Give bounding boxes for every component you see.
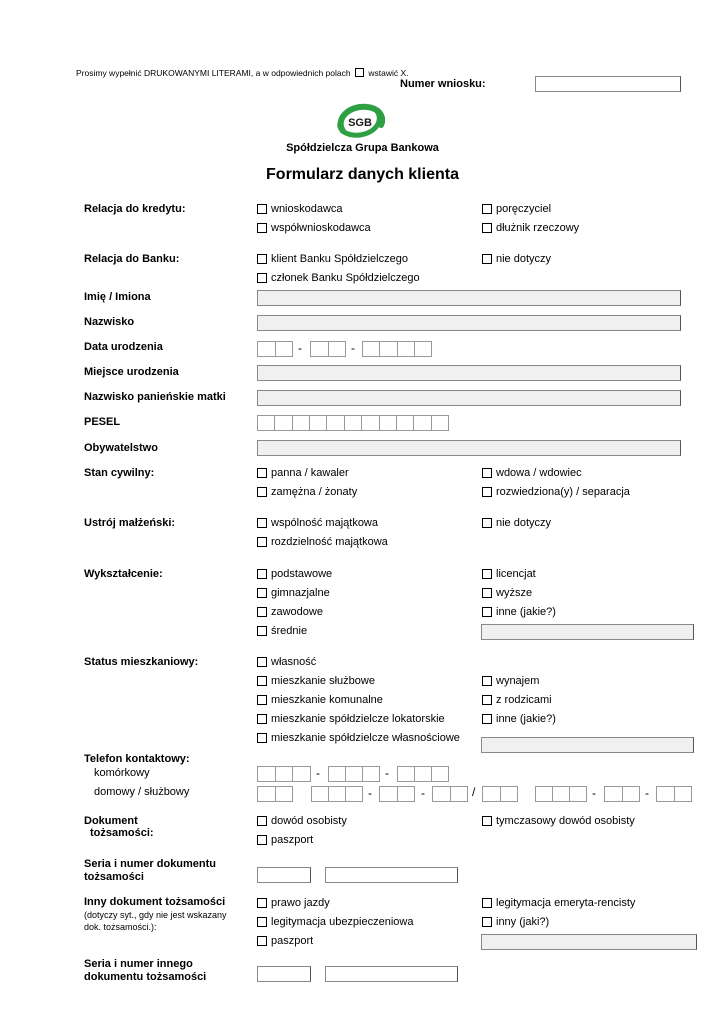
- option-pensioner-card[interactable]: legitymacja emeryta-rencisty: [482, 897, 635, 909]
- other-doc-label: Inny dokument tożsamości: [84, 896, 226, 908]
- checkbox-icon[interactable]: [257, 917, 267, 927]
- checkbox-icon[interactable]: [482, 223, 492, 233]
- mother-maiden-input[interactable]: [257, 390, 681, 406]
- birth-day-input[interactable]: [257, 341, 293, 357]
- option-applicant[interactable]: wnioskodawca: [257, 203, 343, 215]
- bank-relation-label: Relacja do Banku:: [84, 253, 180, 265]
- checkbox-icon[interactable]: [482, 588, 492, 598]
- work-dash-2: -: [645, 786, 649, 800]
- sample-checkbox-icon: [355, 68, 364, 77]
- id-serial-label-2: tożsamości: [84, 871, 144, 883]
- home-part-3[interactable]: [432, 786, 468, 802]
- option-single[interactable]: panna / kawaler: [257, 467, 349, 479]
- instruction-pre: Prosimy wypełnić DRUKOWANYMI LITERAMI, a w odpowiednich polach: [76, 68, 351, 78]
- birth-month-input[interactable]: [310, 341, 346, 357]
- option-other-doc[interactable]: inny (jaki?): [482, 916, 549, 928]
- option-vocational[interactable]: zawodowe: [257, 606, 323, 618]
- option-rental[interactable]: wynajem: [482, 675, 539, 687]
- option-middle-school[interactable]: gimnazjalne: [257, 587, 330, 599]
- checkbox-icon[interactable]: [257, 254, 267, 264]
- checkbox-icon[interactable]: [482, 607, 492, 617]
- work-part-2[interactable]: [604, 786, 640, 802]
- option-education-other[interactable]: inne (jakie?): [482, 606, 556, 618]
- option-other-passport[interactable]: paszport: [257, 935, 313, 947]
- request-number-label: Numer wniosku:: [400, 78, 486, 90]
- option-bank-client[interactable]: klient Banku Spółdzielczego: [257, 253, 408, 265]
- mobile-part-2[interactable]: [328, 766, 380, 782]
- checkbox-icon[interactable]: [482, 569, 492, 579]
- home-dash-2: -: [421, 786, 425, 800]
- work-part-3[interactable]: [656, 786, 692, 802]
- option-higher[interactable]: wyższe: [482, 587, 532, 599]
- mobile-part-1[interactable]: [257, 766, 311, 782]
- work-part-1[interactable]: [535, 786, 587, 802]
- option-co-applicant[interactable]: współwnioskodawca: [257, 222, 371, 234]
- birth-place-label: Miejsce urodzenia: [84, 366, 179, 378]
- form-title: Formularz danych klienta: [266, 166, 459, 183]
- mobile-label: komórkowy: [94, 767, 150, 779]
- checkbox-icon[interactable]: [257, 835, 267, 845]
- option-bachelor[interactable]: licencjat: [482, 568, 536, 580]
- option-driving-license[interactable]: prawo jazdy: [257, 897, 330, 909]
- checkbox-icon[interactable]: [257, 733, 267, 743]
- housing-label: Status mieszkaniowy:: [84, 656, 199, 668]
- education-label: Wykształcenie:: [84, 568, 163, 580]
- option-bank-member[interactable]: członek Banku Spółdzielczego: [257, 272, 420, 284]
- id-serial-label-1: Seria i numer dokumentu: [84, 858, 217, 870]
- mobile-dash-2: -: [385, 766, 389, 780]
- option-passport[interactable]: paszport: [257, 834, 313, 846]
- option-temp-id[interactable]: tymczasowy dowód osobisty: [482, 815, 635, 827]
- other-number-input[interactable]: [325, 966, 458, 982]
- option-primary[interactable]: podstawowe: [257, 568, 332, 580]
- last-name-label: Nazwisko: [84, 316, 135, 328]
- checkbox-icon[interactable]: [257, 676, 267, 686]
- request-number-field[interactable]: [535, 76, 681, 92]
- checkbox-icon[interactable]: [482, 714, 492, 724]
- other-series-input[interactable]: [257, 966, 311, 982]
- phone-slash: /: [472, 785, 476, 799]
- checkbox-icon[interactable]: [257, 569, 267, 579]
- home-phone-label: domowy / służbowy: [94, 786, 190, 798]
- checkbox-icon[interactable]: [257, 626, 267, 636]
- checkbox-icon[interactable]: [257, 223, 267, 233]
- option-bank-na[interactable]: nie dotyczy: [482, 253, 551, 265]
- checkbox-icon[interactable]: [257, 588, 267, 598]
- pesel-input[interactable]: [257, 415, 449, 431]
- logo-text: SGB: [348, 117, 372, 129]
- option-guarantor[interactable]: poręczyciel: [482, 203, 551, 215]
- sgb-logo: [335, 103, 385, 139]
- checkbox-icon[interactable]: [482, 676, 492, 686]
- education-other-input[interactable]: [481, 624, 694, 640]
- other-doc-note-1: (dotyczy syt., gdy nie jest wskazany: [84, 910, 227, 920]
- option-with-parents[interactable]: z rodzicami: [482, 694, 552, 706]
- checkbox-icon[interactable]: [482, 487, 492, 497]
- option-secondary[interactable]: średnie: [257, 625, 307, 637]
- date-dash-1: -: [298, 341, 302, 355]
- checkbox-icon[interactable]: [257, 518, 267, 528]
- citizenship-label: Obywatelstwo: [84, 442, 158, 454]
- mobile-dash-1: -: [316, 766, 320, 780]
- checkbox-icon[interactable]: [257, 537, 267, 547]
- last-name-input[interactable]: [257, 315, 681, 331]
- checkbox-icon[interactable]: [257, 487, 267, 497]
- option-owned[interactable]: własność: [257, 656, 316, 668]
- option-company-flat[interactable]: mieszkanie służbowe: [257, 675, 375, 687]
- property-label: Ustrój małżeński:: [84, 517, 176, 529]
- checkbox-icon[interactable]: [482, 518, 492, 528]
- date-dash-2: -: [351, 341, 355, 355]
- checkbox-icon[interactable]: [257, 695, 267, 705]
- option-divorced[interactable]: rozwiedziona(y) / separacja: [482, 486, 630, 498]
- checkbox-icon[interactable]: [257, 204, 267, 214]
- instructions: [76, 68, 409, 78]
- checkbox-icon[interactable]: [482, 254, 492, 264]
- checkbox-icon[interactable]: [257, 936, 267, 946]
- mobile-part-3[interactable]: [397, 766, 449, 782]
- marital-label: Stan cywilny:: [84, 467, 155, 479]
- checkbox-icon[interactable]: [482, 816, 492, 826]
- checkbox-icon[interactable]: [482, 204, 492, 214]
- home-part-1[interactable]: [311, 786, 363, 802]
- bank-name: Spółdzielcza Grupa Bankowa: [286, 142, 439, 154]
- other-serial-label-1: Seria i numer innego: [84, 958, 193, 970]
- checkbox-icon[interactable]: [482, 468, 492, 478]
- instruction-post: wstawić X.: [368, 68, 409, 78]
- checkbox-icon[interactable]: [482, 898, 492, 908]
- other-doc-input[interactable]: [481, 934, 697, 950]
- phone-label: Telefon kontaktowy:: [84, 753, 190, 765]
- birth-year-input[interactable]: [362, 341, 432, 357]
- checkbox-icon[interactable]: [482, 917, 492, 927]
- option-separate-property[interactable]: rozdzielność majątkowa: [257, 536, 388, 548]
- option-joint-property[interactable]: wspólność majątkowa: [257, 517, 378, 529]
- mother-maiden-label: Nazwisko panieńskie matki: [84, 391, 226, 403]
- first-name-input[interactable]: [257, 290, 681, 306]
- checkbox-icon[interactable]: [257, 468, 267, 478]
- id-number-input[interactable]: [325, 867, 458, 883]
- checkbox-icon[interactable]: [257, 273, 267, 283]
- option-coop-owner[interactable]: mieszkanie spółdzielcze własnościowe: [257, 732, 460, 744]
- option-municipal-flat[interactable]: mieszkanie komunalne: [257, 694, 383, 706]
- citizenship-input[interactable]: [257, 440, 681, 456]
- option-housing-other[interactable]: inne (jakie?): [482, 713, 556, 725]
- option-married[interactable]: zamężna / żonaty: [257, 486, 357, 498]
- birth-place-input[interactable]: [257, 365, 681, 381]
- id-doc-label-2: tożsamości:: [90, 827, 154, 839]
- work-dash-1: -: [592, 786, 596, 800]
- option-id-card[interactable]: dowód osobisty: [257, 815, 347, 827]
- credit-relation-label: Relacja do kredytu:: [84, 203, 186, 215]
- first-name-label: Imię / Imiona: [84, 291, 151, 303]
- checkbox-icon[interactable]: [257, 714, 267, 724]
- checkbox-icon[interactable]: [257, 607, 267, 617]
- checkbox-icon[interactable]: [257, 657, 267, 667]
- home-dash-1: -: [368, 786, 372, 800]
- option-coop-tenant[interactable]: mieszkanie spółdzielcze lokatorskie: [257, 713, 445, 725]
- option-property-na[interactable]: nie dotyczy: [482, 517, 551, 529]
- housing-other-input[interactable]: [481, 737, 694, 753]
- option-widowed[interactable]: wdowa / wdowiec: [482, 467, 582, 479]
- checkbox-icon[interactable]: [482, 695, 492, 705]
- work-area-code[interactable]: [482, 786, 518, 802]
- id-doc-label-1: Dokument: [84, 815, 138, 827]
- checkbox-icon[interactable]: [257, 898, 267, 908]
- id-series-input[interactable]: [257, 867, 311, 883]
- other-doc-note-2: dok. tożsamości.):: [84, 922, 157, 932]
- checkbox-icon[interactable]: [257, 816, 267, 826]
- birth-date-label: Data urodzenia: [84, 341, 163, 353]
- option-pledgor[interactable]: dłużnik rzeczowy: [482, 222, 579, 234]
- other-serial-label-2: dokumentu tożsamości: [84, 971, 207, 983]
- home-part-2[interactable]: [379, 786, 415, 802]
- option-insurance-card[interactable]: legitymacja ubezpieczeniowa: [257, 916, 413, 928]
- pesel-label: PESEL: [84, 416, 121, 428]
- home-area-code[interactable]: [257, 786, 293, 802]
